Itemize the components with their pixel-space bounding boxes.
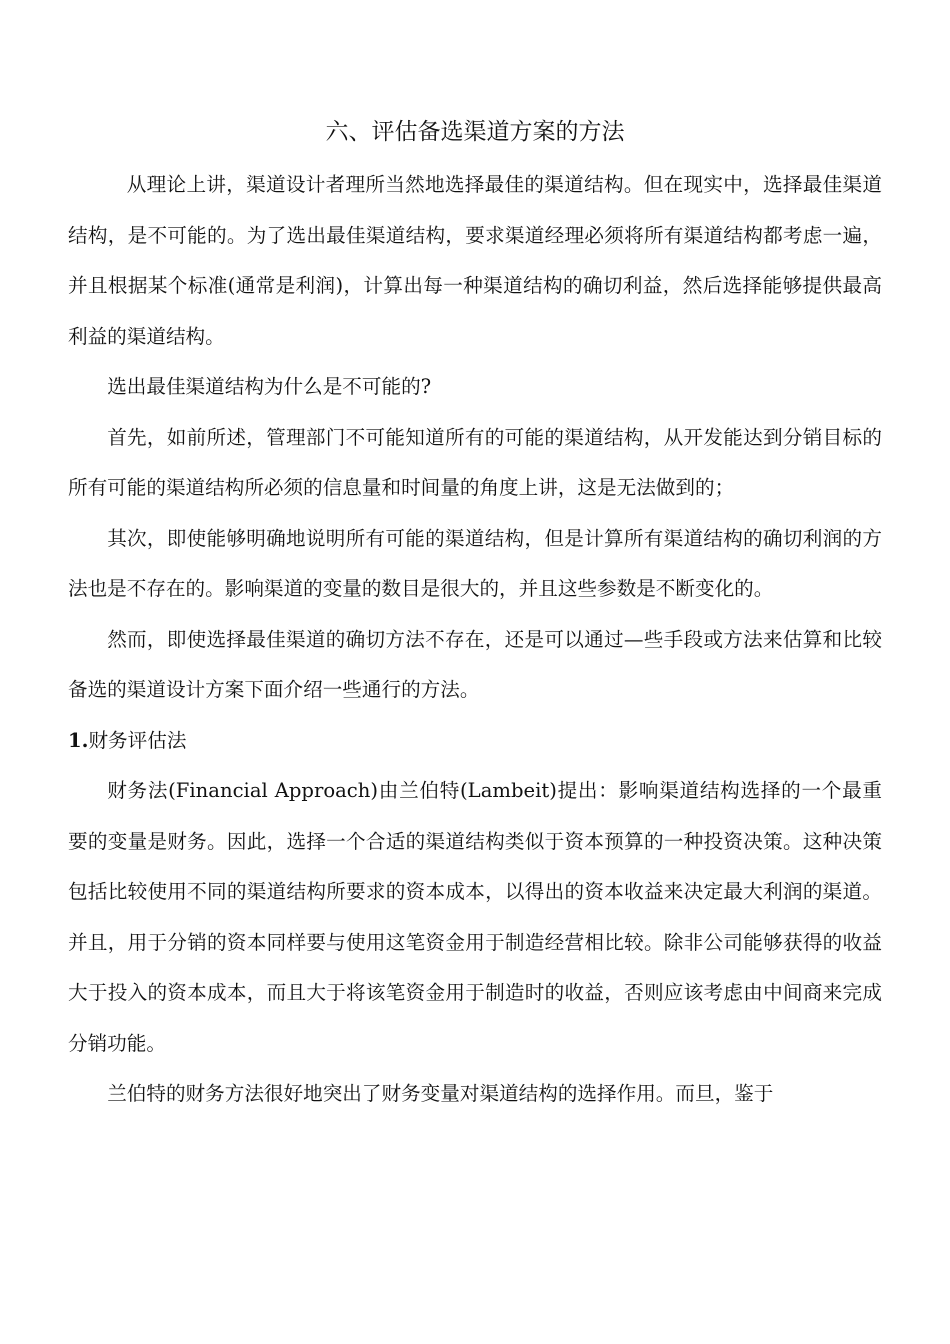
subsection-heading — [68, 716, 882, 767]
paragraph-transition: 然而，即使选择最佳渠道的确切方法不存在，还是可以通过—些手段或方法来估算和比较备选的渠道设计方案下面介绍一些通行的方法。 — [68, 627, 882, 701]
document-body — [68, 112, 882, 1120]
section-title: 六、评估备选渠道方案的方法 — [325, 119, 625, 145]
paragraph-first-reason: 首先，如前所述，管理部门不可能知道所有的可能的渠道结构，从开发能达到分销目标的所有可能的渠道结构所必须的信息量和时间量的角度上讲，这是无法做到的； — [68, 425, 882, 499]
subsection-number: 1. — [68, 728, 89, 752]
paragraph-question: 选出最佳渠道结构为什么是不可能的? — [107, 375, 432, 398]
paragraph-financial-approach: 财务法(Financial Approach)由兰伯特(Lambeit)提出：影响渠道结构选择的一个最重要的变量是财务。因此，选择一个合适的渠道结构类似于资本预算的一种投资决策。这种决策包括比较使用不同的渠道结构所要求的资本成本，以得出的资本收益来决定最大利润的渠道。并且，用于分销的资本同样要与使用这笔资金用于制造经营相比较。除非公司能够获得的收益大于投入的资本成本，而且大于将该笔资金用于制造时的收益，否则应该考虑由中间商来完成分销功能。 — [68, 779, 882, 1055]
paragraph-intro: 从理论上讲，渠道设计者理所当然地选择最佳的渠道结构。但在现实中，选择最佳渠道结构，是不可能的。为了选出最佳渠道结构，要求渠道经理必须将所有渠道结构都考虑一遍，并且根据某个标准(通常是利润)，计算出每一种渠道结构的确切利益，然后选择能够提供最高利益的渠道结构。 — [68, 173, 882, 348]
paragraph-second-reason: 其次，即使能够明确地说明所有可能的渠道结构，但是计算所有渠道结构的确切利润的方法也是不存在的。影响渠道的变量的数目是很大的，并且这些参数是不断变化的。 — [68, 526, 882, 600]
paragraph-lambert-evaluation: 兰伯特的财务方法很好地突出了财务变量对渠道结构的选择作用。而旦，鉴于 — [107, 1082, 774, 1105]
subsection-label: 财务评估法 — [88, 728, 187, 752]
